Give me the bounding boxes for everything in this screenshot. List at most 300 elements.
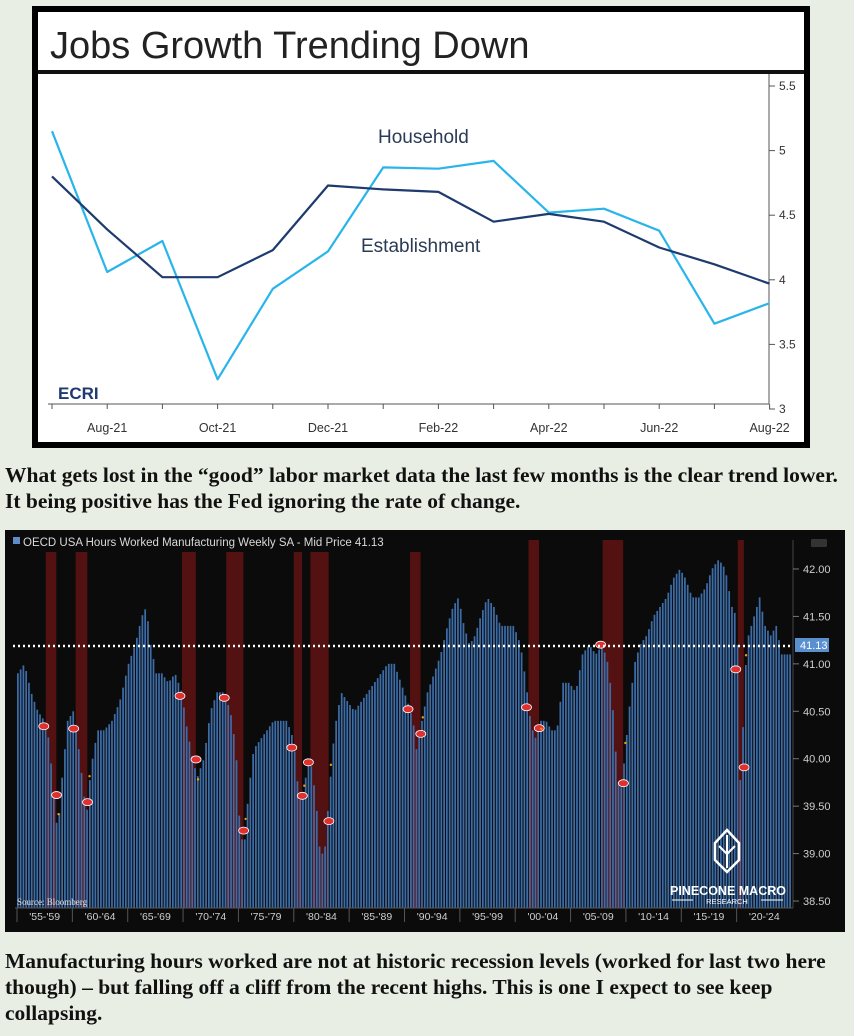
bar <box>463 623 465 908</box>
recession-start-marker <box>39 723 49 730</box>
recession-dot <box>422 716 424 718</box>
bar <box>476 628 478 908</box>
bar <box>17 673 19 908</box>
bar <box>759 597 761 908</box>
chart-title: Jobs Growth Trending Down <box>50 25 530 67</box>
bar <box>695 597 697 908</box>
recession-dot <box>540 728 542 730</box>
recession-dot <box>57 813 59 815</box>
bar <box>399 680 401 908</box>
recession-dot <box>244 818 246 820</box>
bar <box>92 759 94 908</box>
bar <box>45 726 47 909</box>
bar <box>490 603 492 908</box>
bar <box>391 664 393 908</box>
bar <box>535 738 537 908</box>
bar <box>501 626 503 908</box>
bar <box>330 777 332 908</box>
bar <box>684 578 686 909</box>
bar <box>709 575 711 908</box>
bar <box>59 813 61 908</box>
bar <box>670 585 672 908</box>
bar <box>23 665 25 908</box>
bar <box>532 730 534 908</box>
bar <box>341 693 343 908</box>
bar <box>64 749 66 908</box>
bar <box>161 673 163 908</box>
bar <box>219 692 221 908</box>
y-tick-label: 5.5 <box>779 79 796 93</box>
bar <box>499 623 501 908</box>
recession-end-marker <box>191 756 201 763</box>
bar <box>258 742 260 908</box>
establishment-label: Establishment <box>361 236 481 257</box>
bar <box>158 673 160 908</box>
bar <box>388 664 390 908</box>
y-tick-label: 39.50 <box>803 801 831 814</box>
bar <box>261 738 263 908</box>
bar <box>526 692 528 908</box>
bar <box>108 724 110 908</box>
bar <box>786 654 788 908</box>
x-tick-label: '55-'59 <box>29 911 61 923</box>
bar <box>28 683 30 908</box>
recession-dot <box>197 778 199 780</box>
x-tick-label: '10-'14 <box>638 911 670 923</box>
bar <box>47 737 49 908</box>
bar <box>208 723 210 908</box>
bar <box>493 607 495 908</box>
bar <box>474 636 476 908</box>
bar <box>643 640 645 908</box>
bar <box>662 603 664 908</box>
bar <box>601 646 603 908</box>
y-tick-label: 4.5 <box>779 208 796 223</box>
bar <box>36 710 38 908</box>
bar <box>294 752 296 908</box>
bar <box>631 683 633 908</box>
bar <box>560 702 562 908</box>
bar <box>554 730 556 908</box>
bar <box>385 666 387 908</box>
bar <box>634 662 636 908</box>
bar <box>468 643 470 908</box>
y-tick-label: 41.50 <box>803 611 831 624</box>
source-label: Source: Bloomberg <box>17 897 88 907</box>
bar <box>136 638 138 908</box>
bar <box>277 721 279 908</box>
bar <box>764 626 766 908</box>
bar <box>316 811 318 908</box>
bar <box>81 773 83 908</box>
bar <box>402 688 404 908</box>
bar <box>681 573 683 908</box>
bar <box>565 683 567 908</box>
bar <box>147 621 149 908</box>
bar <box>651 621 653 908</box>
x-tick-label: Aug-21 <box>87 421 128 435</box>
bar <box>620 787 622 908</box>
bar <box>427 692 429 908</box>
bar <box>429 684 431 908</box>
bar <box>321 854 323 908</box>
bar <box>604 653 606 909</box>
y-tick-label: 41.00 <box>803 658 831 671</box>
x-tick-label: Dec-21 <box>307 421 349 435</box>
bar <box>590 647 592 908</box>
bar <box>579 670 581 908</box>
bar <box>521 653 523 909</box>
bar <box>612 710 614 908</box>
bar <box>269 726 271 908</box>
bar <box>197 776 199 908</box>
recession-start-marker <box>303 759 313 766</box>
hours-worked-chart-svg <box>5 530 845 932</box>
bar <box>435 669 437 908</box>
bar <box>543 721 545 908</box>
bar <box>139 626 141 908</box>
x-axis-ticks <box>52 404 790 435</box>
x-tick-label: '65-'69 <box>139 911 171 923</box>
bar <box>194 768 196 908</box>
bar <box>111 721 113 908</box>
bar <box>360 702 362 908</box>
bar <box>333 744 335 909</box>
bar <box>313 785 315 908</box>
bar <box>369 690 371 908</box>
recession-end-marker <box>416 730 426 737</box>
x-tick-label: '75-'79 <box>250 911 282 923</box>
recession-end-marker <box>534 725 544 732</box>
bar <box>133 648 135 908</box>
bar <box>61 778 63 908</box>
x-tick-label: '15-'19 <box>693 911 725 923</box>
y-tick-label: 4 <box>779 272 786 287</box>
bar <box>485 602 487 908</box>
bar <box>189 742 191 908</box>
bar <box>496 615 498 908</box>
bar <box>690 593 692 908</box>
bar <box>723 567 725 908</box>
bar <box>471 641 473 908</box>
bar <box>756 607 758 908</box>
y-axis-ticks <box>769 79 796 416</box>
x-tick-label: '80-'84 <box>306 911 337 923</box>
recession-dot <box>303 784 305 786</box>
bar <box>659 607 661 908</box>
bar <box>582 654 584 908</box>
bar <box>562 683 564 908</box>
bar <box>128 664 130 908</box>
bar <box>86 810 88 908</box>
bar <box>25 671 27 908</box>
bar <box>166 681 168 908</box>
bar <box>615 752 617 908</box>
bar <box>180 691 182 908</box>
bar <box>363 698 365 908</box>
current-value-text: 41.13 <box>800 640 828 652</box>
jobs-growth-chart-canvas <box>38 12 804 442</box>
bar <box>687 585 689 908</box>
recession-end-marker <box>239 827 249 834</box>
bar <box>698 597 700 908</box>
bar <box>706 583 708 908</box>
bar <box>297 781 299 908</box>
recession-dot <box>88 775 90 777</box>
bar <box>31 694 33 908</box>
bar <box>692 597 694 908</box>
bar <box>548 727 550 909</box>
bar <box>230 715 232 908</box>
chart-legend-title: OECD USA Hours Worked Manufacturing Weekly SA - Mid Price 41.13 <box>23 537 384 549</box>
bar <box>529 716 531 908</box>
bar <box>72 711 74 908</box>
bar <box>56 823 58 908</box>
bar <box>637 653 639 909</box>
bar <box>130 656 132 908</box>
bar <box>382 670 384 908</box>
recession-start-marker <box>287 744 297 751</box>
bar <box>114 714 116 908</box>
bar <box>584 650 586 908</box>
bar <box>629 707 631 909</box>
bar <box>50 764 52 909</box>
bar <box>465 634 467 909</box>
x-tick-label: Jun-22 <box>640 421 679 435</box>
bar <box>266 730 268 908</box>
bar <box>250 778 252 908</box>
bar <box>753 616 755 908</box>
bar <box>667 593 669 908</box>
recession-end-marker <box>618 780 628 787</box>
bar <box>202 760 204 908</box>
bar <box>125 676 127 908</box>
bar <box>42 718 44 908</box>
bar <box>587 647 589 909</box>
bar <box>53 793 55 908</box>
bar <box>518 640 520 908</box>
bar <box>205 743 207 908</box>
bar <box>233 734 235 908</box>
bar <box>452 609 454 908</box>
recession-dot <box>624 742 626 744</box>
x-tick-label: '05-'09 <box>582 911 614 923</box>
bar <box>438 661 440 908</box>
legend-swatch <box>13 537 20 544</box>
bar <box>618 782 620 908</box>
bar <box>720 563 722 908</box>
bar <box>291 735 293 908</box>
x-tick-label: '90-'94 <box>416 911 448 923</box>
logo-title: PINECONE MACRO <box>670 884 786 898</box>
bar <box>717 560 719 908</box>
ecri-logo: ECRI <box>58 384 99 403</box>
bar <box>405 696 407 909</box>
bar <box>413 726 415 909</box>
bar <box>762 612 764 908</box>
bar <box>352 709 354 908</box>
bar <box>241 839 243 908</box>
x-tick-label: Oct-21 <box>198 421 237 435</box>
bar <box>327 811 329 908</box>
bar <box>504 626 506 908</box>
bar <box>507 626 509 908</box>
bar <box>244 839 246 908</box>
bar <box>557 726 559 909</box>
bar <box>95 743 97 908</box>
bar <box>645 636 647 908</box>
bar <box>357 706 359 908</box>
bar <box>103 730 105 908</box>
jobs-growth-chart <box>32 6 810 448</box>
bar <box>227 705 229 908</box>
y-tick-label: 3 <box>779 402 786 416</box>
bar <box>407 704 409 908</box>
bar <box>540 721 542 908</box>
bar <box>701 594 703 909</box>
bar <box>654 615 656 908</box>
bar <box>377 678 379 908</box>
bar <box>119 699 121 908</box>
bar <box>737 645 739 908</box>
bar <box>178 683 180 908</box>
bar <box>607 662 609 908</box>
x-tick-label: '60-'64 <box>84 911 116 923</box>
bar <box>310 766 312 908</box>
bar <box>122 688 124 908</box>
bar <box>573 690 575 908</box>
bar <box>679 570 681 908</box>
bar <box>164 677 166 908</box>
bar <box>272 722 274 908</box>
bar <box>70 716 72 908</box>
household-label: Household <box>378 127 469 148</box>
bar <box>186 727 188 909</box>
bar <box>155 673 157 908</box>
bar <box>396 672 398 908</box>
bar <box>595 654 597 908</box>
bar <box>252 754 254 908</box>
recession-dot <box>330 764 332 766</box>
bar <box>576 686 578 908</box>
bar <box>97 730 99 908</box>
caption-hours: Manufacturing hours worked are not at historic recession levels (worked for last two here though) – but falling off a cliff from the recent highs. This is one I expect to see keep collapsing. <box>5 949 826 1025</box>
bar <box>34 702 36 908</box>
bar <box>299 800 301 908</box>
recession-start-marker <box>69 725 79 732</box>
bar <box>421 721 423 908</box>
bar <box>100 730 102 908</box>
bar <box>731 607 733 908</box>
bar <box>784 654 786 908</box>
jobs-growth-chart-svg <box>38 12 804 442</box>
x-tick-label: Apr-22 <box>530 421 568 435</box>
y-tick-label: 3.5 <box>779 337 796 352</box>
bar <box>750 626 752 908</box>
recession-end-marker <box>52 792 62 799</box>
bar <box>781 654 783 908</box>
y-tick-label: 38.50 <box>803 896 831 909</box>
bar <box>200 768 202 908</box>
bar <box>106 728 108 909</box>
bar <box>648 629 650 908</box>
bar <box>745 665 747 908</box>
bar <box>789 654 791 908</box>
recession-start-marker <box>175 692 185 699</box>
bar <box>626 735 628 908</box>
x-tick-label: '00-'04 <box>527 911 559 923</box>
bar <box>349 705 351 908</box>
bar <box>546 722 548 908</box>
settings-icon[interactable] <box>811 539 827 547</box>
bar <box>598 650 600 908</box>
bar <box>393 664 395 908</box>
bar <box>366 694 368 908</box>
bar <box>280 721 282 908</box>
series-line-establishment <box>52 176 770 283</box>
recession-start-marker <box>403 706 413 713</box>
bar <box>778 640 780 908</box>
bar <box>338 705 340 908</box>
bar <box>263 734 265 908</box>
bar <box>319 847 321 909</box>
bar <box>78 749 80 908</box>
bar <box>443 640 445 908</box>
recession-end-marker <box>297 792 307 799</box>
bar <box>773 631 775 908</box>
hours-worked-chart <box>5 530 845 932</box>
bar <box>440 652 442 908</box>
bar <box>656 611 658 908</box>
bar <box>748 635 750 908</box>
bar <box>283 721 285 908</box>
bar <box>512 626 514 908</box>
bar <box>593 651 595 908</box>
bar <box>142 615 144 908</box>
bar <box>380 674 382 908</box>
x-tick-label: '70-'74 <box>195 911 227 923</box>
bar <box>374 682 376 908</box>
bar <box>454 603 456 908</box>
bar <box>418 735 420 908</box>
bar <box>255 746 257 908</box>
bar <box>510 626 512 908</box>
bar <box>728 591 730 908</box>
x-tick-label: Aug-22 <box>749 421 790 435</box>
recession-end-marker <box>739 764 749 771</box>
bar <box>767 631 769 908</box>
bar <box>460 609 462 908</box>
bar <box>515 632 517 908</box>
recession-start-marker <box>522 704 532 711</box>
bar <box>335 721 337 908</box>
bar <box>676 574 678 908</box>
x-tick-label: '85-'89 <box>361 911 393 923</box>
recession-end-marker <box>83 799 93 806</box>
bar <box>568 683 570 908</box>
bar <box>222 692 224 908</box>
recession-start-marker <box>219 694 229 701</box>
y-tick-label: 5 <box>779 143 786 158</box>
bar <box>247 804 249 908</box>
bar <box>770 635 772 908</box>
bar <box>288 727 290 908</box>
y-tick-label: 39.00 <box>803 848 831 861</box>
recession-end-marker <box>324 818 334 825</box>
bar <box>274 721 276 908</box>
bar <box>673 578 675 908</box>
bar <box>571 686 573 908</box>
